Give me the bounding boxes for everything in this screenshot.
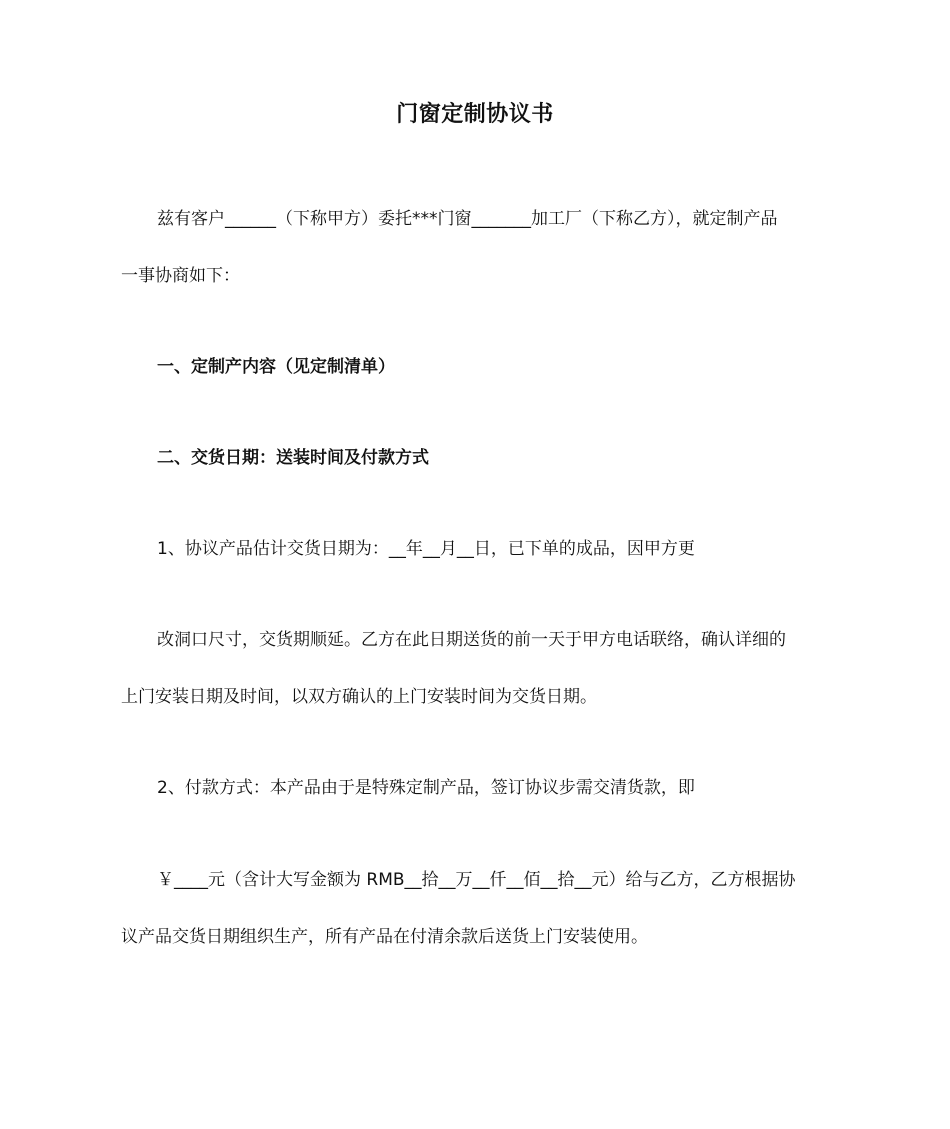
item-2-continuation-line-1: ￥____元（含计大写金额为 RMB__拾__万__仟__佰__拾__元）给与乙方，乙方根据协 bbox=[157, 870, 796, 890]
intro-paragraph-line-2: 一事协商如下： bbox=[121, 266, 240, 286]
document-title: 门窗定制协议书 bbox=[396, 102, 554, 127]
item-2-text: 2、付款方式：本产品由于是特殊定制产品，签订协议步需交清货款，即 bbox=[157, 778, 695, 798]
intro-paragraph-line-1: 兹有客户______（下称甲方）委托***门窗_______加工厂（下称乙方），就定制产品 bbox=[157, 209, 778, 229]
item-2-continuation-line-2: 议产品交货日期组织生产，所有产品在付清余款后送货上门安装使用。 bbox=[121, 927, 648, 947]
item-1-continuation-line-1: 改洞口尺寸，交货期顺延。乙方在此日期送货的前一天于甲方电话联络，确认详细的 bbox=[157, 630, 786, 650]
section-1-heading: 一、定制产内容（见定制清单） bbox=[157, 357, 395, 377]
item-1-continuation-line-2: 上门安装日期及时间，以双方确认的上门安装时间为交货日期。 bbox=[121, 687, 597, 707]
item-1-text: 1、协议产品估计交货日期为：__年__月__日，已下单的成品，因甲方更 bbox=[157, 539, 695, 559]
section-2-heading: 二、交货日期：送装时间及付款方式 bbox=[157, 448, 429, 468]
